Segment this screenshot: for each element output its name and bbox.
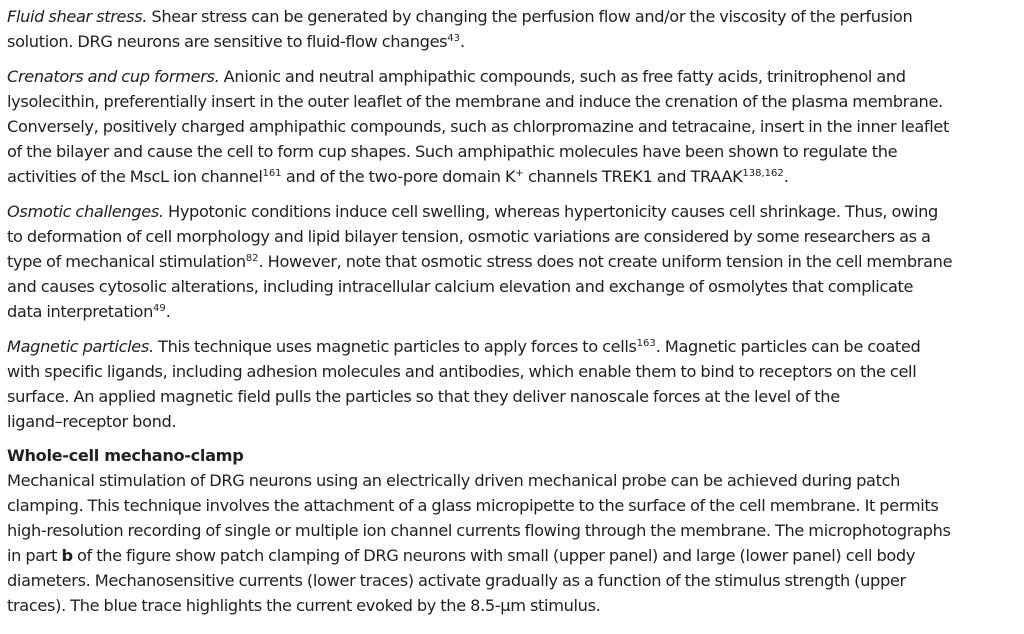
text-line <box>7 139 1018 164</box>
text-run: and causes cytosolic alterations, including intracellular calcium elevation and exchange of osmolytes that complicate <box>7 277 914 296</box>
text-run: . <box>783 167 789 186</box>
citation-superscript: 161 <box>262 168 282 179</box>
text-run: data interpretation <box>7 302 153 321</box>
text-line <box>7 249 1018 274</box>
text-run: channels TREK1 and TRAAK <box>523 167 743 186</box>
text-run: clamping. This technique involves the attachment of a glass micropipette to the surface of the cell membrane. It permits <box>7 496 939 515</box>
citation-superscript: 43 <box>447 33 460 44</box>
text-run: of the bilayer and cause the cell to form cup shapes. Such amphipathic molecules have been shown to regulate the <box>7 142 898 161</box>
paragraph-lead-in: Magnetic particles. <box>7 337 154 356</box>
text-run: Anionic and neutral amphipathic compounds, such as free fatty acids, trinitrophenol and <box>219 67 906 86</box>
text-line <box>7 384 1018 409</box>
text-line <box>7 518 1018 543</box>
citation-superscript: 82 <box>245 253 259 264</box>
paragraph <box>7 4 1018 54</box>
citation-superscript: 138,162 <box>742 168 784 179</box>
text-line <box>7 568 1018 593</box>
text-line <box>7 164 1018 189</box>
body-paragraph <box>7 468 1018 618</box>
text-line <box>7 359 1018 384</box>
text-run: with specific ligands, including adhesion molecules and antibodies, which enable them to bind to receptors on the cell <box>7 362 917 381</box>
text-run: Shear stress can be generated by changing the perfusion flow and/or the viscosity of the perfusion <box>147 7 913 26</box>
citation-superscript: + <box>515 168 524 179</box>
text-run: solution. DRG neurons are sensitive to fluid-flow changes <box>7 32 448 51</box>
text-line <box>7 224 1018 249</box>
text-run: . However, note that osmotic stress does not create uniform tension in the cell membrane <box>258 252 953 271</box>
text-run: . <box>460 32 465 51</box>
text-line <box>7 4 1018 29</box>
citation-superscript: 163 <box>636 338 656 349</box>
paragraph <box>7 334 1018 434</box>
text-line <box>7 543 1018 568</box>
text-line <box>7 299 1018 324</box>
text-run: and of the two-pore domain K <box>281 167 516 186</box>
text-line <box>7 593 1018 618</box>
text-run: lysolecithin, preferentially insert in the outer leaflet of the membrane and induce the crenation of the plasma membrane. <box>7 92 943 111</box>
text-line <box>7 64 1018 89</box>
text-run: of the figure show patch clamping of DRG neurons with small (upper panel) and large (lower panel) cell body <box>72 546 916 565</box>
text-run: This technique uses magnetic particles to apply forces to cells <box>153 337 637 356</box>
bold-run: b <box>61 546 73 565</box>
text-line <box>7 274 1018 299</box>
section-heading: Whole-cell mechano-clamp <box>7 446 244 465</box>
text-run: . Magnetic particles can be coated <box>655 337 921 356</box>
text-line <box>7 409 1018 434</box>
citation-superscript: 49 <box>152 303 166 314</box>
sections-container <box>7 4 1018 434</box>
text-run: high-resolution recording of single or multiple ion channel currents flowing through the membrane. The microphotographs <box>7 521 951 540</box>
paragraph-lead-in: Crenators and cup formers. <box>7 67 220 86</box>
text-run: to deformation of cell morphology and lipid bilayer tension, osmotic variations are considered by some researchers as a <box>7 227 931 246</box>
paragraph <box>7 64 1018 189</box>
paragraph <box>7 199 1018 324</box>
text-line <box>7 468 1018 493</box>
text-run: in part <box>7 546 62 565</box>
paragraph-lead-in: Fluid shear stress. <box>7 7 148 26</box>
text-run: . <box>165 302 171 321</box>
text-run: traces). The blue trace highlights the current evoked by the 8.5-μm stimulus. <box>7 596 601 615</box>
text-run: Hypotonic conditions induce cell swelling, whereas hypertonicity causes cell shrinkage. Thus, owing <box>163 202 938 221</box>
text-run: surface. An applied magnetic field pulls the particles so that they deliver nanoscale forces at the level of the <box>7 387 840 406</box>
text-line <box>7 199 1018 224</box>
text-line <box>7 29 1018 54</box>
text-line <box>7 89 1018 114</box>
text-line <box>7 334 1018 359</box>
text-line <box>7 114 1018 139</box>
text-run: type of mechanical stimulation <box>7 252 246 271</box>
paragraph-lead-in: Osmotic challenges. <box>7 202 164 221</box>
text-run: Conversely, positively charged amphipathic compounds, such as chlorpromazine and tetracaine, insert in the inner leaflet <box>7 117 950 136</box>
text-line <box>7 493 1018 518</box>
text-run: Mechanical stimulation of DRG neurons using an electrically driven mechanical probe can be achieved during patch <box>7 471 901 490</box>
text-run: ligand–receptor bond. <box>7 412 177 431</box>
text-run: activities of the MscL ion channel <box>7 167 263 186</box>
text-run: diameters. Mechanosensitive currents (lower traces) activate gradually as a function of the stimulus strength (upper <box>7 571 906 590</box>
